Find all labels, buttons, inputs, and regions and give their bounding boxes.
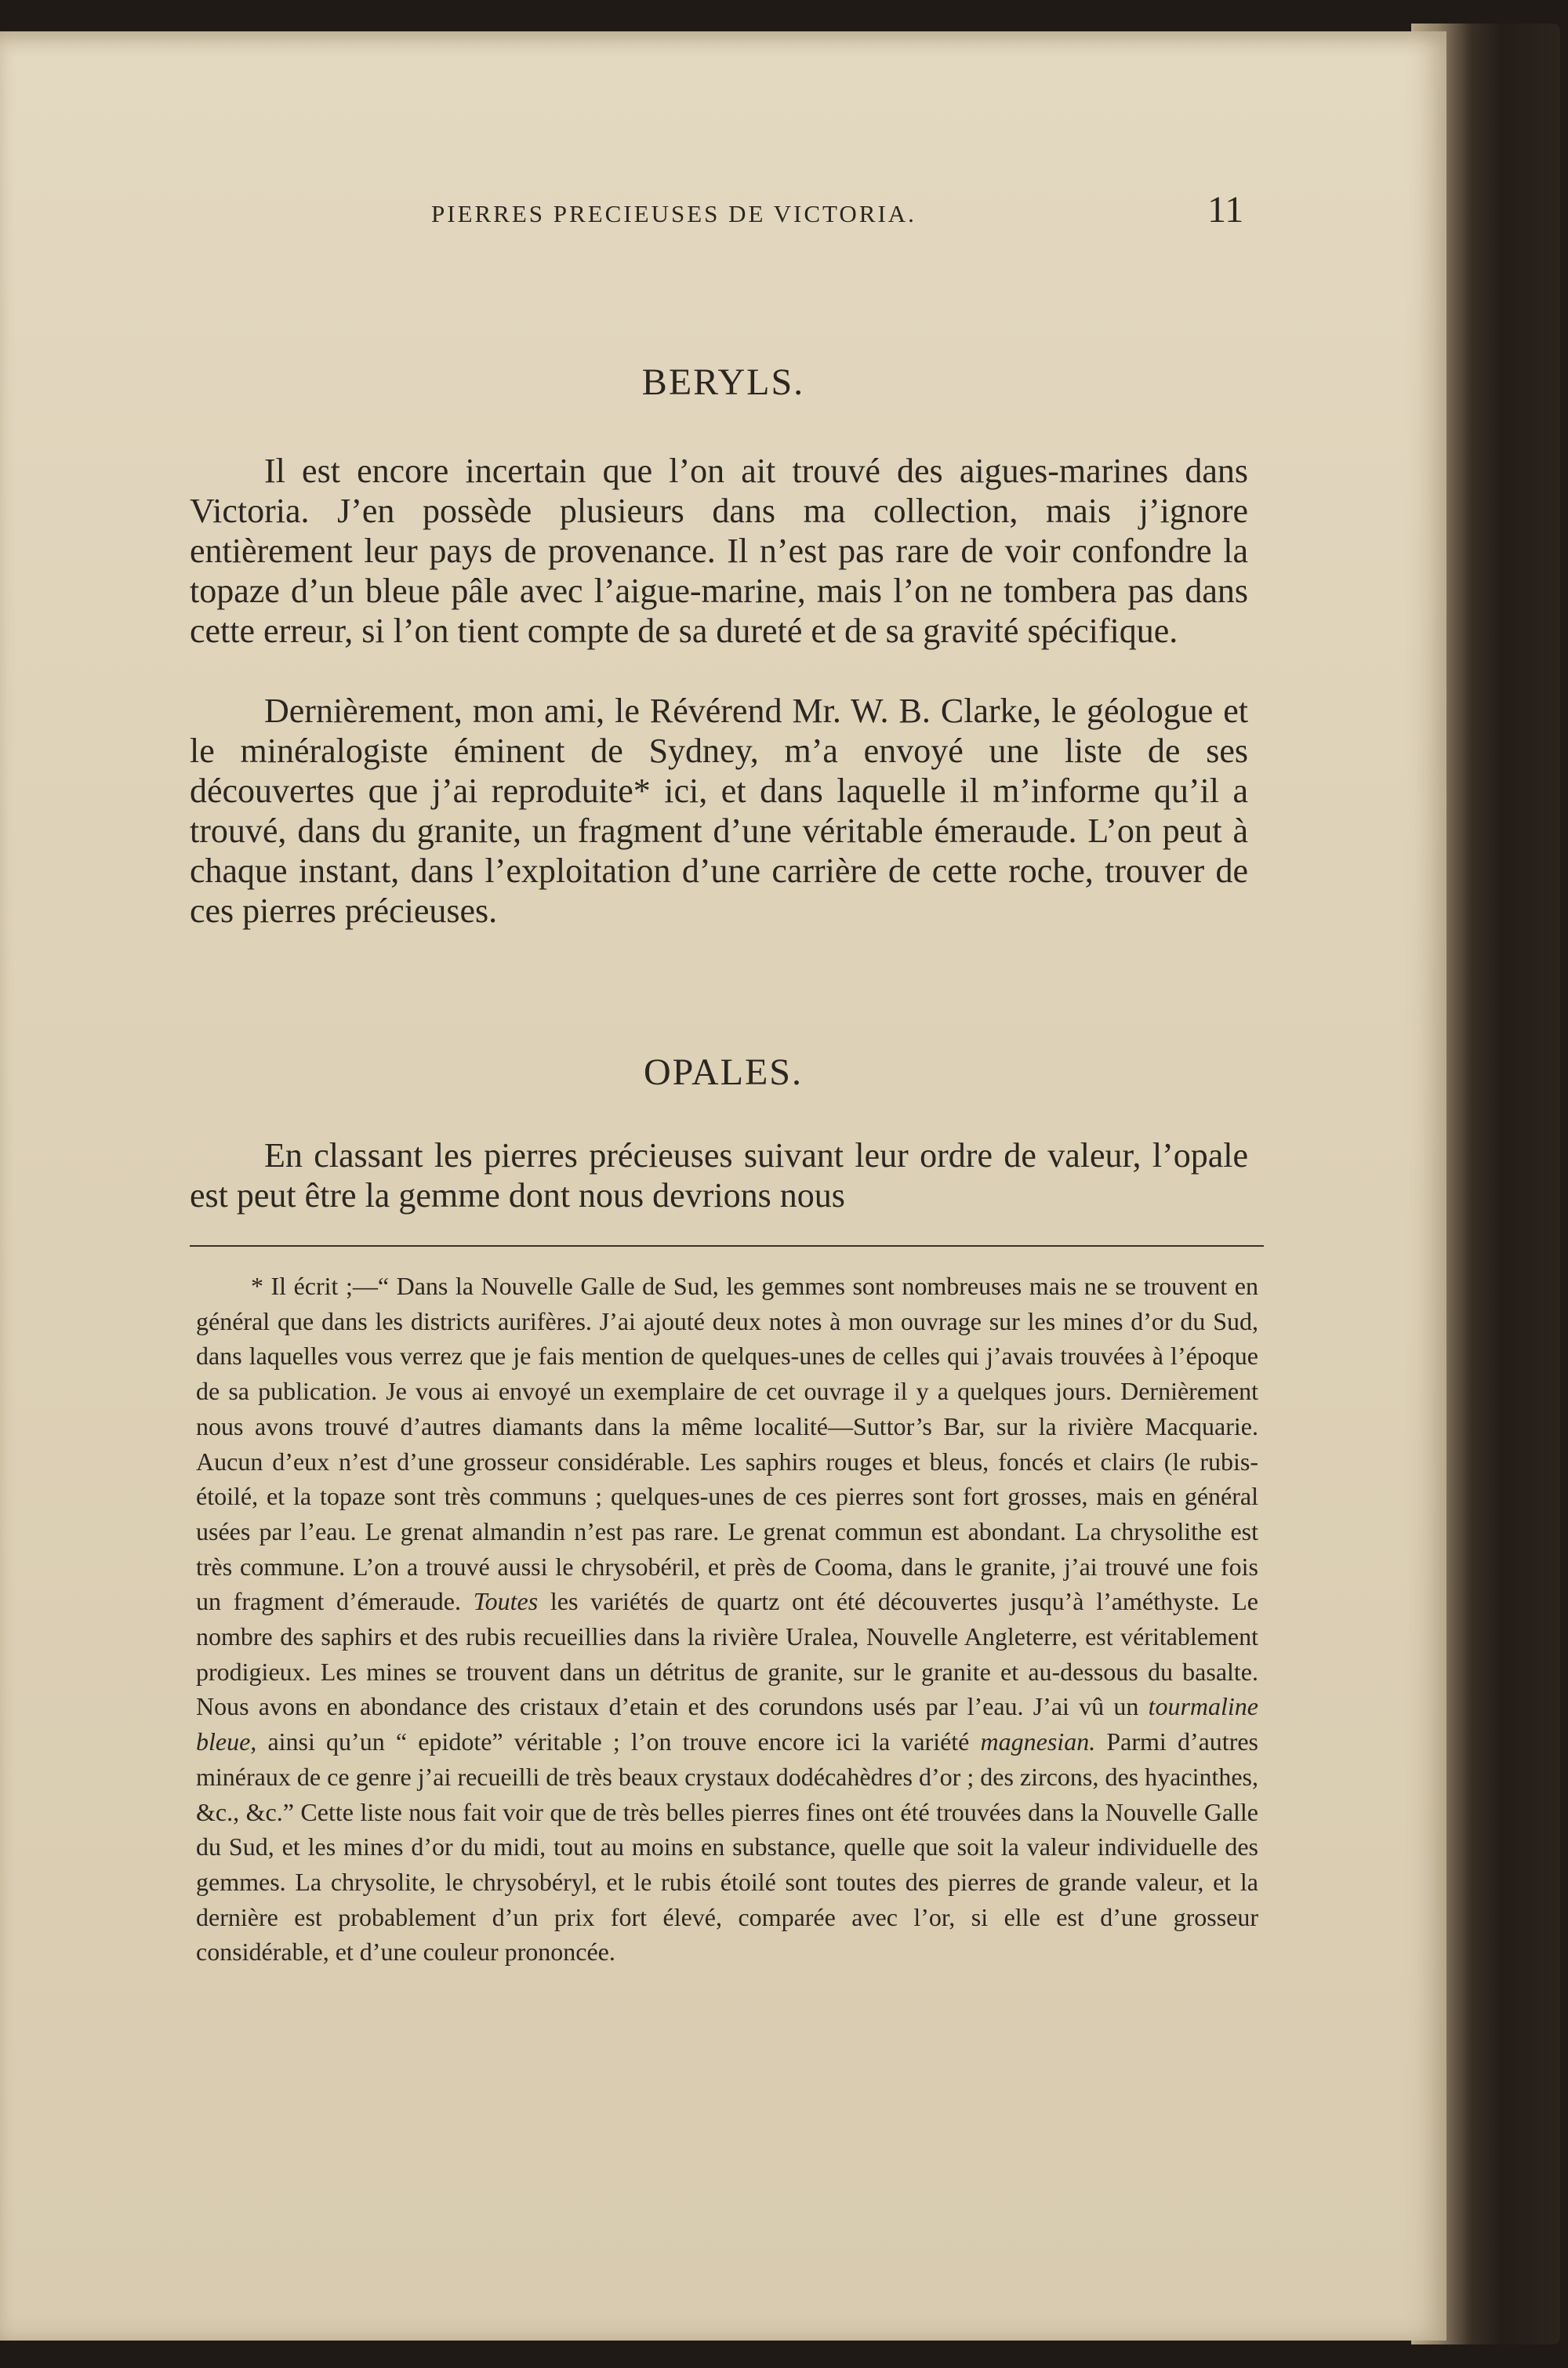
- paragraph-beryls-1: Il est encore incertain que l’on ait trouvé des aigues-marines dans Victoria. J’en possède plusieurs dans ma collection, mais j’ignore entièrement leur pays de provenance. Il n’est pas rare de voir confondre la topaze d’un bleue pâle avec l’aigue-marine, mais l’on ne tombera pas dans cette erreur, si l’on tient compte de sa dureté et de sa gravité spécifique.: [190, 452, 1248, 650]
- section-title-beryls: BERYLS.: [641, 361, 805, 403]
- footnote-italic-tourmaline: tourmaline bleue,: [196, 1692, 1258, 1756]
- footnote-text: les variétés de quartz ont été découvertes jusqu’à l’améthyste. Le nombre des saphirs et des rubis recueillies dans la rivière Uralea, Nouvelle Angleterre, est véritablement prodigieux. Les mines se trouvent dans un détritus de granite, sur le granite et au-dessous du basalte. Nous avons en abondance des cristaux d’etain et des corundons usés par l’eau. J’ai vû un: [196, 1587, 1259, 1721]
- footnote: [196, 1269, 1258, 1970]
- book-page: [0, 31, 1446, 2341]
- footnote-text: Parmi d’autres minéraux de ce genre j’ai recueilli de très beaux crystaux dodécahèdres d’or ; des zircons, des hyacinthes, &c., &c.” Cette liste nous fait voir que de très belles pierres fines ont été trouvées dans la Nouvelle Galle du Sud, et les mines d’or du midi, tout au moins en substance, quelle que soit la valeur individuelle des gemmes. La chrysolite, le chrysobéryl, et le rubis étoilé sont toutes des pierres de grande valeur, et la dernière est probablement d’un prix fort élevé, comparée avec l’or, si elle est d’une grosseur considérable, et d’une couleur prononcée.: [196, 1727, 1258, 1967]
- footnote-text: ainsi qu’un “ epidote” véritable ; l’on trouve encore ici la variété: [256, 1727, 981, 1756]
- footnote-divider: [190, 1245, 1264, 1247]
- footnote-italic-magnesian: magnesian.: [980, 1727, 1096, 1756]
- paragraph-beryls-2: Dernièrement, mon ami, le Révérend Mr. W. B. Clarke, le géologue et le minéralogiste éminent de Sydney, m’a envoyé une liste de ses découvertes que j’ai reproduite* ici, et dans laquelle il m’informe qu’il a trouvé, dans du granite, un fragment d’une véritable émeraude. L’on peut à chaque instant, dans l’exploitation d’une carrière de cette roche, trouver de ces pierres précieuses.: [190, 692, 1248, 930]
- section-title-opales: OPALES.: [644, 1051, 803, 1093]
- running-head: PIERRES PRECIEUSES DE VICTORIA.: [431, 200, 916, 227]
- footnote-italic-toutes: Toutes: [473, 1587, 539, 1616]
- page-number: 11: [1207, 189, 1244, 231]
- paragraph-opales-1: En classant les pierres précieuses suivant leur ordre de valeur, l’opale est peut être la gemme dont nous devrions nous: [190, 1136, 1248, 1215]
- footnote-text: * Il écrit ;—“ Dans la Nouvelle Galle de Sud, les gemmes sont nombreuses mais ne se trouvent en général que dans les districts aurifères. J’ai ajouté deux notes à mon ouvrage sur les mines d’or du Sud, dans laquelles vous verrez que je fais mention de quelques-unes de celles qui j’avais trouvées à l’époque de sa publication. Je vous ai envoyé un exemplaire de cet ouvrage il y a quelques jours. Dernièrement nous avons trouvé d’autres diamants dans la même localité—Suttor’s Bar, sur la rivière Macquarie. Aucun d’eux n’est d’une grosseur considérable. Les saphirs rouges et bleus, foncés et clairs (le rubis-étoilé, et la topaze sont très communs ; quelques-unes de ces pierres sont fort grosses, mais en général usées par l’eau. Le grenat almandin n’est pas rare. Le grenat commun est abondant. La chrysolithe est très commune. L’on a trouvé aussi le chrysobéril, et près de Cooma, dans le granite, j’ai trouvé une fois un fragment d’émeraude.: [196, 1272, 1258, 1616]
